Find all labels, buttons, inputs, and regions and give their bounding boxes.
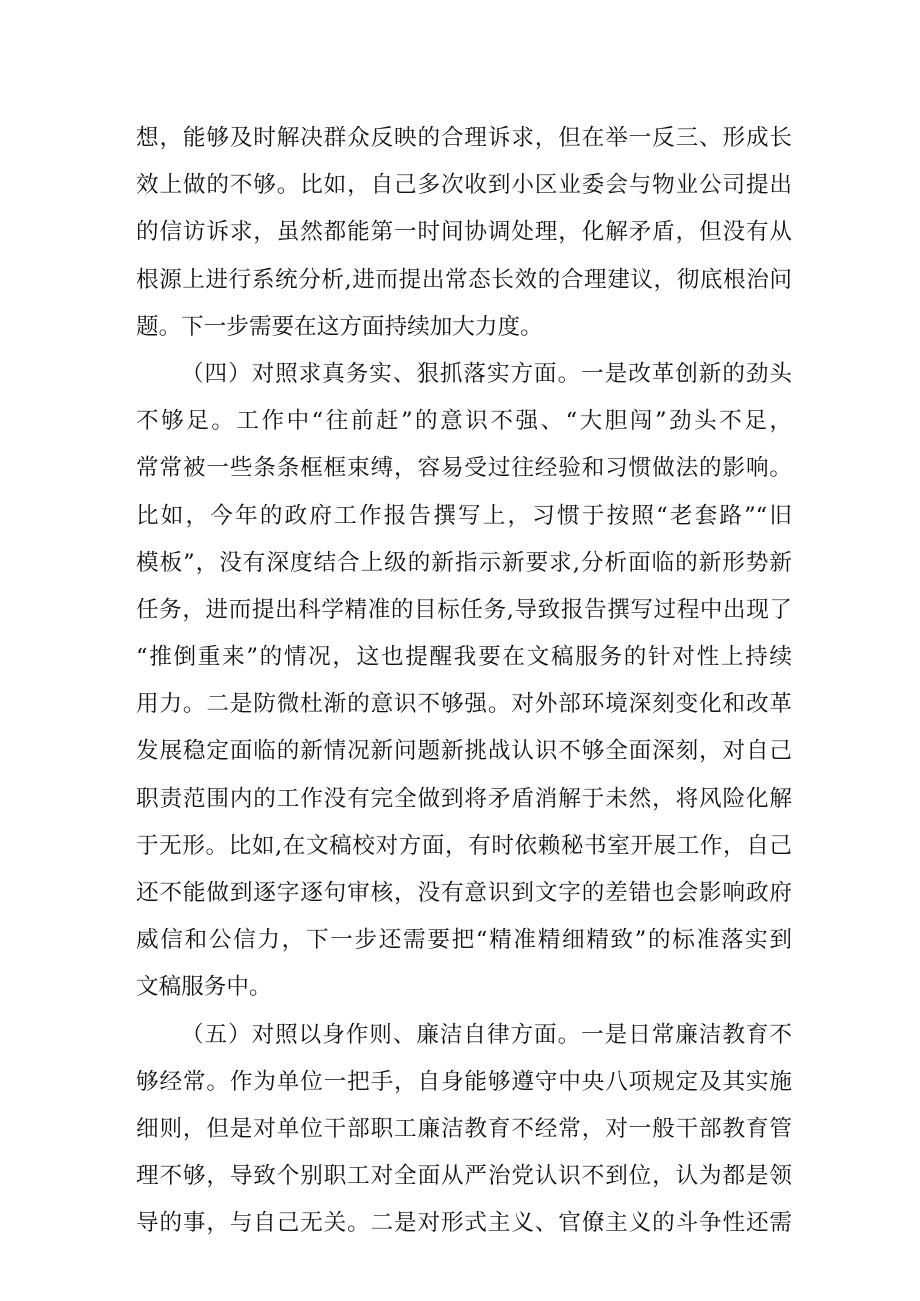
text-line: 模板”，没有深度结合上级的新指示新要求,分析面临的新形势新 [136,549,792,576]
text-line: 发展稳定面临的新情况新问题新挑战认识不够全面深刻，对自己 [136,738,792,765]
text-line: 想，能够及时解决群众反映的合理诉求，但在举一反三、形成长 [136,125,792,151]
document-body [136,115,792,1248]
text-line: 够经常。作为单位一把手，自身能够遵守中央八项规定及其实施 [136,1068,792,1095]
paragraph-first-line: （五）对照以身作则、廉洁自律方面。一是日常廉洁教育不 [181,1021,792,1048]
text-line: 细则，但是对单位干部职工廉洁教育不经常，对一般干部教育管 [136,1115,792,1142]
text-line: 不够足。工作中“往前赶”的意识不强、“大胆闯”劲头不足， [136,408,792,435]
text-line: 任务，进而提出科学精准的目标任务,导致报告撰写过程中出现了 [136,596,792,623]
paragraph-first-line: （四）对照求真务实、狠抓落实方面。一是改革创新的劲头 [181,360,792,387]
text-line: 根源上进行系统分析,进而提出常态长效的合理建议，彻底根治问 [136,266,792,293]
text-line: 常常被一些条条框框束缚，容易受过往经验和习惯做法的影响。 [136,455,792,482]
text-line: 题。下一步需要在这方面持续加大力度。 [136,313,543,340]
text-line: 理不够，导致个别职工对全面从严治党认识不到位，认为都是领 [136,1163,792,1190]
text-line: 威信和公信力，下一步还需要把“精准精细精致”的标准落实到 [136,927,792,954]
text-line: 职责范围内的工作没有完全做到将矛盾消解于未然，将风险化解 [136,785,792,812]
text-line: 用力。二是防微杜渐的意识不够强。对外部环境深刻变化和改革 [136,691,792,718]
text-line: 比如，今年的政府工作报告撰写上，习惯于按照“老套路”“旧 [136,502,792,529]
text-line: 效上做的不够。比如，自己多次收到小区业委会与物业公司提出 [136,172,792,199]
text-line: 导的事，与自己无关。二是对形式主义、官僚主义的斗争性还需 [136,1210,792,1237]
text-line: 还不能做到逐字逐句审核，没有意识到文字的差错也会影响政府 [136,880,792,906]
text-line: 的信访诉求，虽然都能第一时间协调处理，化解矛盾，但没有从 [136,219,792,246]
text-line: “推倒重来”的情况，这也提醒我要在文稿服务的针对性上持续 [136,644,792,671]
text-line: 文稿服务中。 [136,974,272,1001]
text-line: 于无形。比如,在文稿校对方面，有时依赖秘书室开展工作，自己 [136,832,792,859]
